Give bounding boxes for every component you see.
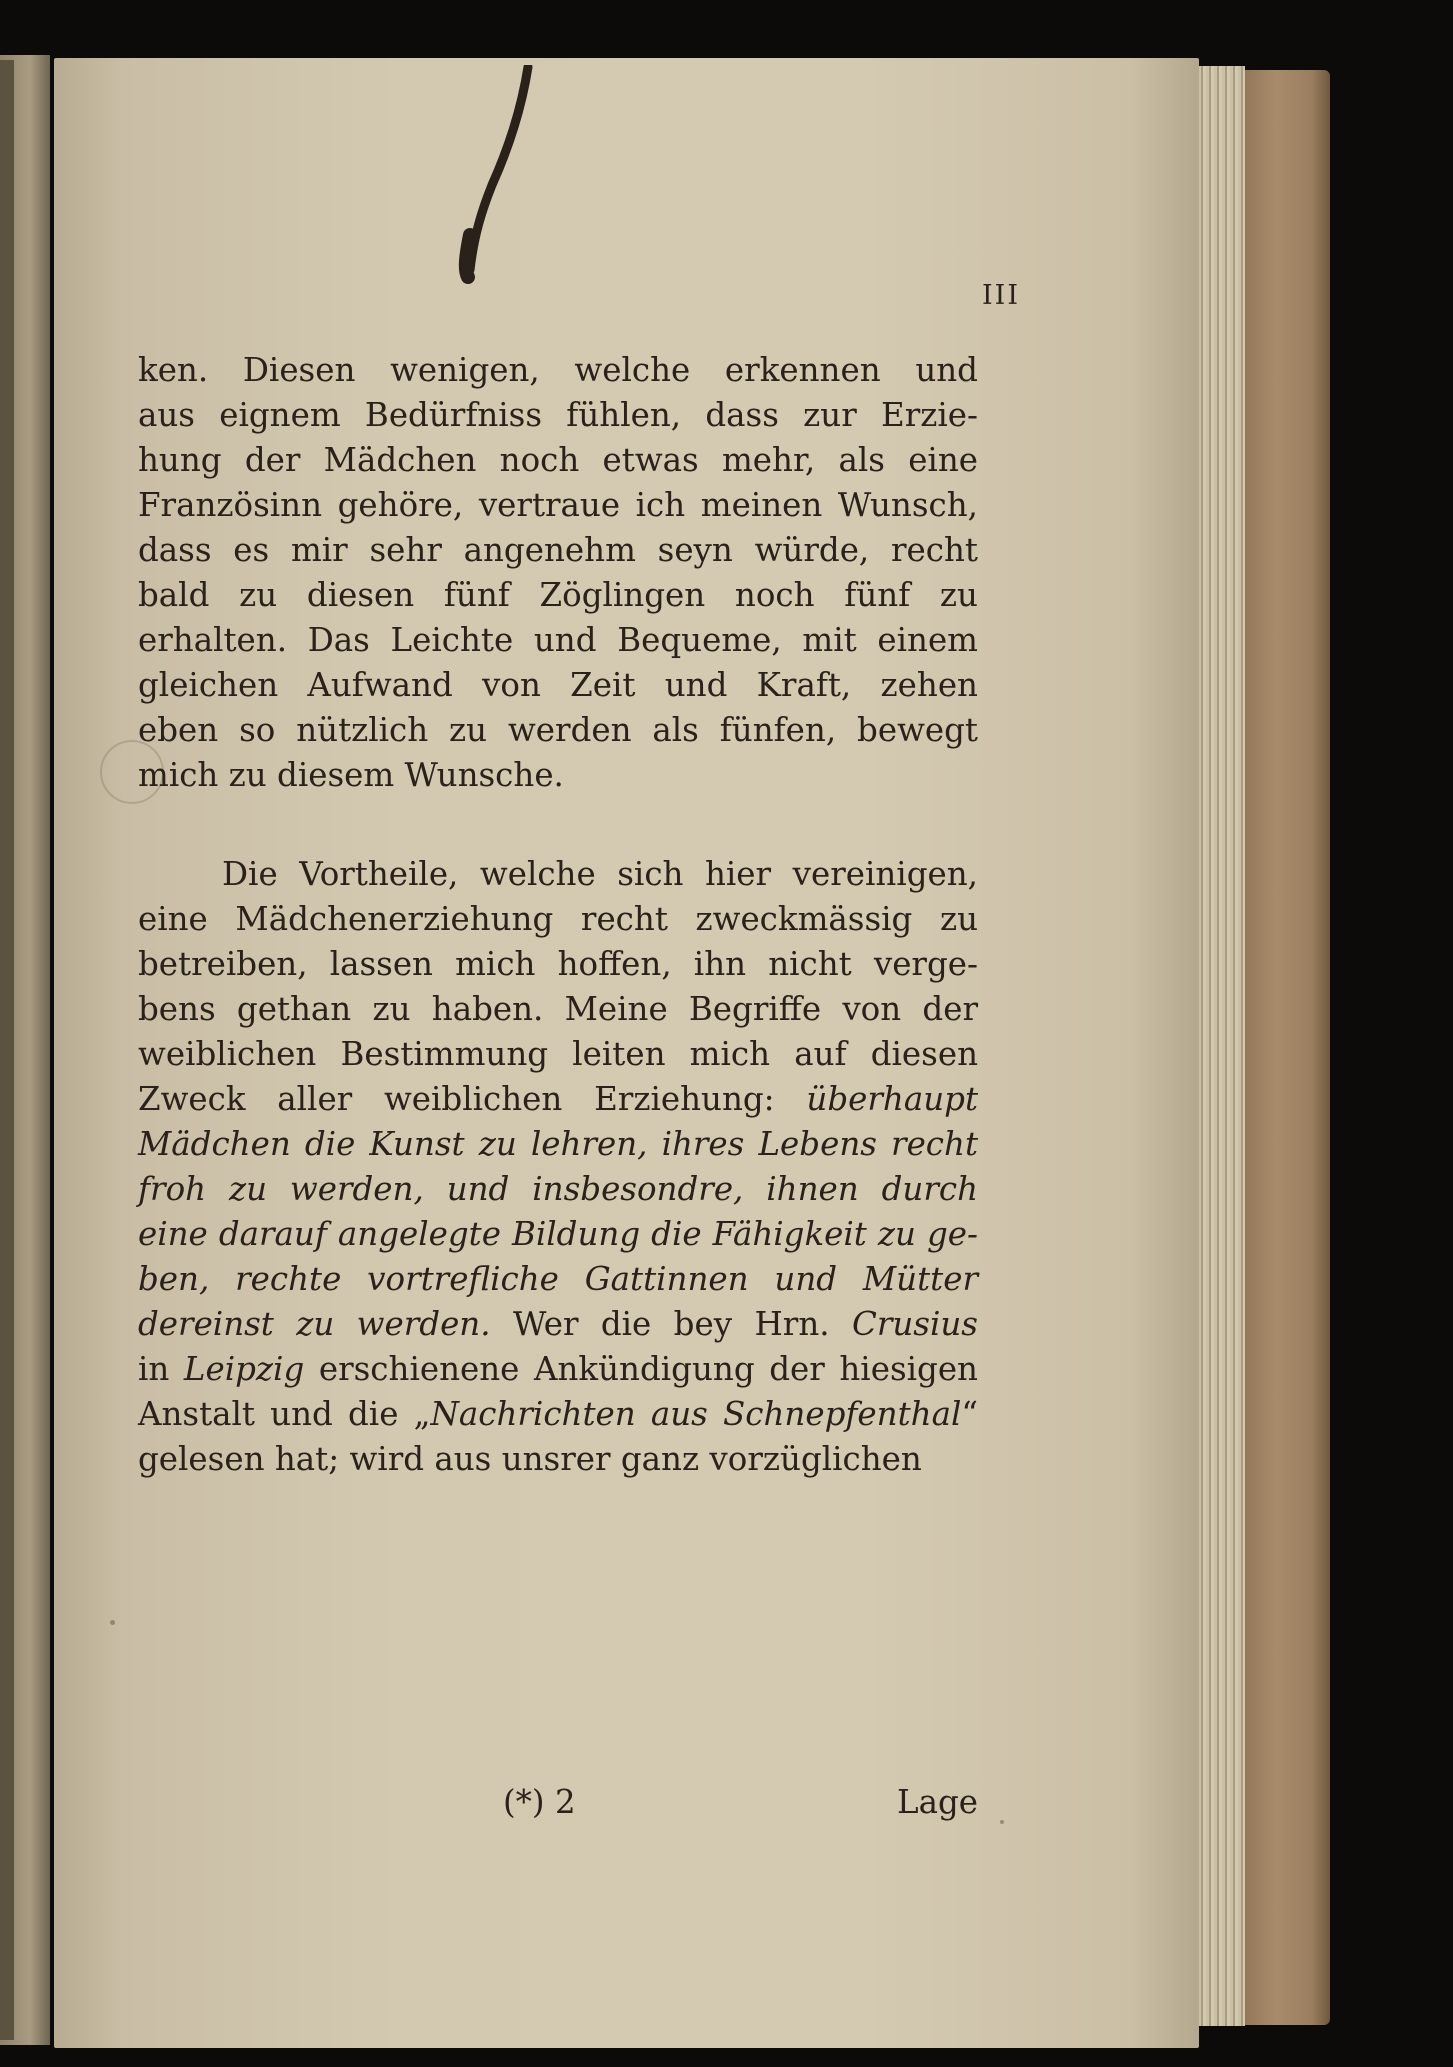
left-page-shadow [0, 60, 14, 2040]
text-line: mich zu diesem Wunsche. [138, 756, 564, 794]
text-line: erhalten. Das Leichte und Bequeme, mit einem [138, 621, 978, 659]
text-line: eine Mädchenerziehung recht zweckmässig zu [138, 900, 978, 938]
italic-name: Crusius [851, 1305, 978, 1343]
text-line: dass es mir sehr angenehm seyn würde, recht [138, 531, 978, 569]
text-line: weiblichen Bestimmung leiten mich auf diesen [138, 1035, 978, 1073]
italic-line: Mädchen die Kunst zu lehren, ihres Lebens recht [138, 1125, 978, 1163]
italic-line: eine darauf angelegte Bildung die Fähigkeit zu ge- [138, 1215, 978, 1253]
text-line: aus eignem Bedürfniss fühlen, dass zur Erzie- [138, 396, 978, 434]
text-run: Wer die bey Hrn. [490, 1305, 852, 1343]
italic-line: ben, rechte vortrefliche Gattinnen und Mütter [138, 1260, 978, 1298]
page-number: III [982, 280, 1020, 311]
paper-speck [1000, 1820, 1004, 1824]
paragraph-gap [138, 798, 978, 852]
text-run: Zweck aller weiblichen Erziehung: [138, 1080, 807, 1118]
text-line: Die Vortheile, welche sich hier vereinigen, [222, 855, 978, 893]
text-run: erschienene Ankündigung der hiesigen [304, 1350, 978, 1388]
text-run: “ [961, 1395, 978, 1433]
text-line: bens gethan zu haben. Meine Begriffe von der [138, 990, 978, 1028]
text-line: eben so nützlich zu werden als fünfen, bewegt [138, 711, 978, 749]
text-line: betreiben, lassen mich hoffen, ihn nicht verge- [138, 945, 978, 983]
text-run: in [138, 1350, 184, 1388]
text-line [138, 1077, 978, 1122]
text-line: bald zu diesen fünf Zöglingen noch fünf zu [138, 576, 978, 614]
text-line: hung der Mädchen noch etwas mehr, als eine [138, 441, 978, 479]
paper-speck [110, 1620, 115, 1625]
body-text [138, 348, 978, 1482]
text-line: ken. Diesen wenigen, welche erkennen und [138, 351, 978, 389]
text-line [138, 1302, 978, 1347]
book-cover [1240, 70, 1330, 2025]
text-line: Französinn gehöre, vertraue ich meinen Wunsch, [138, 486, 978, 524]
text-line [138, 1347, 978, 1392]
italic-run: überhaupt [806, 1080, 978, 1118]
signature-mark: (*) 2 [503, 1783, 576, 1821]
catchword: Lage [897, 1783, 978, 1821]
ink-stroke-mark [430, 65, 550, 285]
italic-title: Nachrichten aus Schnepfenthal [430, 1395, 962, 1433]
text-run: Anstalt und die „ [138, 1395, 431, 1433]
italic-place: Leipzig [183, 1350, 305, 1388]
text-line [138, 1392, 978, 1437]
text-line: gelesen hat; wird aus unsrer ganz vorzüglichen [138, 1440, 922, 1478]
italic-run: dereinst zu werden. [138, 1305, 491, 1343]
italic-line: froh zu werden, und insbesondre, ihnen durch [138, 1170, 978, 1208]
page-footer [138, 1783, 978, 1828]
text-line: gleichen Aufwand von Zeit und Kraft, zehen [138, 666, 978, 704]
